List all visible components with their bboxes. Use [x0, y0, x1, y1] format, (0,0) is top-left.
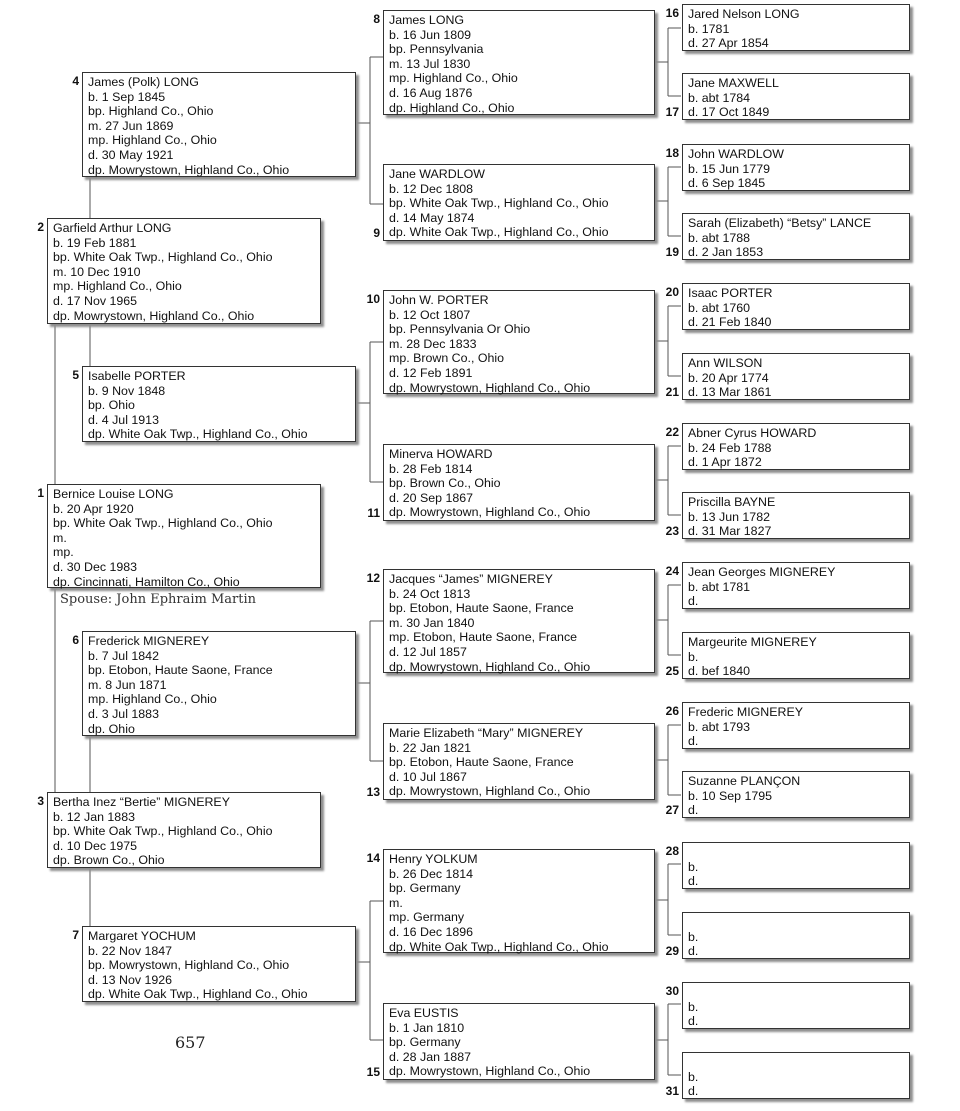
ahnentafel-number-15: 15	[366, 1065, 380, 1079]
person-box-11	[383, 444, 655, 521]
person-detail: b. abt 1760	[688, 300, 751, 315]
person-detail: d. 14 May 1874	[389, 210, 475, 225]
person-name: Eva EUSTIS	[389, 1006, 459, 1020]
person-detail: dp. Brown Co., Ohio	[53, 853, 165, 868]
ahnentafel-number-20: 20	[665, 285, 679, 299]
spouse-label: Spouse: John Ephraim Martin	[60, 592, 257, 607]
person-detail: bp. Mowrystown, Highland Co., Ohio	[88, 958, 290, 973]
person-box-31	[682, 1052, 910, 1099]
person-detail: bp. White Oak Twp., Highland Co., Ohio	[53, 516, 273, 531]
person-detail: b. 16 Jun 1809	[389, 27, 471, 42]
person-detail: bp. Etobon, Haute Saone, France	[389, 755, 574, 770]
person-detail: d. 12 Jul 1857	[389, 644, 467, 659]
person-detail: d. 1 Apr 1872	[688, 455, 762, 470]
person-detail: d.	[688, 944, 699, 959]
person-name: Minerva HOWARD	[389, 447, 493, 461]
person-detail: b.	[688, 859, 699, 874]
person-name: Henry YOLKUM	[389, 852, 478, 866]
person-detail: b. 20 Apr 1920	[53, 501, 134, 516]
person-detail: bp. Germany	[389, 1035, 461, 1050]
person-detail: dp. Mowrystown, Highland Co., Ohio	[389, 1064, 591, 1079]
person-box-16	[682, 4, 910, 51]
person-detail: b. 1 Sep 1845	[88, 89, 166, 104]
person-box-26	[682, 702, 910, 749]
person-box-8	[383, 10, 655, 115]
person-box-18	[682, 144, 910, 191]
person-detail: d. 17 Nov 1965	[53, 293, 138, 308]
person-name	[688, 985, 904, 1000]
person-detail: d. 27 Apr 1854	[688, 36, 769, 51]
person-detail: b. 24 Oct 1813	[389, 586, 471, 601]
person-detail: d. 20 Sep 1867	[389, 490, 474, 505]
ahnentafel-number-27: 27	[665, 803, 679, 817]
person-detail: d. 31 Mar 1827	[688, 524, 772, 539]
person-detail: b.	[688, 999, 699, 1014]
ahnentafel-number-5: 5	[72, 368, 79, 382]
person-detail: b. 12 Dec 1808	[389, 181, 474, 196]
person-detail: b. 13 Jun 1782	[688, 509, 770, 524]
person-detail: b.	[688, 649, 699, 664]
person-detail: b. 28 Feb 1814	[389, 461, 473, 476]
person-detail: b. abt 1781	[688, 579, 751, 594]
person-name: James LONG	[389, 13, 465, 27]
person-box-22	[682, 423, 910, 470]
person-detail: d. 30 Dec 1983	[53, 559, 138, 574]
person-detail: m. 27 Jun 1869	[88, 118, 174, 133]
person-detail: bp. Etobon, Haute Saone, France	[389, 601, 574, 616]
person-detail: b. abt 1788	[688, 230, 751, 245]
person-detail: d. 21 Feb 1840	[688, 315, 772, 330]
person-detail: d. 3 Jul 1883	[88, 706, 159, 721]
ahnentafel-number-23: 23	[665, 524, 679, 538]
person-detail: bp. Etobon, Haute Saone, France	[88, 663, 273, 678]
person-detail: b.	[688, 1069, 699, 1084]
person-detail: d. 2 Jan 1853	[688, 245, 764, 260]
person-detail: dp. Mowrystown, Highland Co., Ohio	[389, 659, 591, 674]
person-name: John W. PORTER	[389, 293, 489, 307]
person-box-29	[682, 912, 910, 959]
person-detail: dp. Mowrystown, Highland Co., Ohio	[389, 784, 591, 799]
person-detail: b. 20 Apr 1774	[688, 370, 769, 385]
ahnentafel-number-19: 19	[665, 245, 679, 259]
person-detail: d. 28 Jan 1887	[389, 1049, 471, 1064]
person-box-19	[682, 213, 910, 260]
ahnentafel-number-10: 10	[366, 292, 380, 306]
person-detail: bp. White Oak Twp., Highland Co., Ohio	[389, 196, 609, 211]
person-detail: dp. Cincinnati, Hamilton Co., Ohio	[53, 574, 240, 589]
ahnentafel-number-8: 8	[373, 12, 380, 26]
ahnentafel-number-18: 18	[665, 146, 679, 160]
ahnentafel-number-13: 13	[366, 785, 380, 799]
person-detail: b. 24 Feb 1788	[688, 440, 772, 455]
person-box-3	[47, 792, 321, 868]
person-detail: b. 22 Jan 1821	[389, 740, 471, 755]
person-detail: mp. Highland Co., Ohio	[389, 71, 518, 86]
person-name: Suzanne PLANÇON	[688, 774, 801, 788]
person-name: Bertha Inez “Bertie” MIGNEREY	[53, 795, 230, 809]
person-detail: d. bef 1840	[688, 664, 751, 679]
ahnentafel-number-29: 29	[665, 944, 679, 958]
person-detail: b. 1781	[688, 21, 730, 36]
person-detail: b. 7 Jul 1842	[88, 648, 159, 663]
ahnentafel-number-21: 21	[665, 385, 679, 399]
person-detail: b. 12 Oct 1807	[389, 307, 471, 322]
person-detail: d.	[688, 803, 699, 818]
person-detail: d. 30 May 1921	[88, 147, 174, 162]
person-box-5	[82, 366, 356, 442]
ahnentafel-number-4: 4	[72, 74, 79, 88]
person-name: Frederic MIGNEREY	[688, 705, 803, 719]
ahnentafel-number-30: 30	[665, 984, 679, 998]
person-detail: bp. Ohio	[88, 398, 135, 413]
person-name: Sarah (Elizabeth) “Betsy” LANCE	[688, 216, 872, 230]
person-box-21	[682, 353, 910, 400]
person-detail: dp. Mowrystown, Highland Co., Ohio	[88, 162, 290, 177]
person-detail: b. 1 Jan 1810	[389, 1020, 465, 1035]
person-detail: bp. White Oak Twp., Highland Co., Ohio	[53, 250, 273, 265]
person-detail: bp. Germany	[389, 881, 461, 896]
person-detail: dp. White Oak Twp., Highland Co., Ohio	[389, 939, 609, 954]
ahnentafel-number-28: 28	[665, 844, 679, 858]
person-detail: bp. Pennsylvania	[389, 42, 484, 57]
person-detail: d. 13 Mar 1861	[688, 385, 772, 400]
person-name: Frederick MIGNEREY	[88, 634, 210, 648]
person-detail: d.	[688, 874, 699, 889]
person-name: Bernice Louise LONG	[53, 487, 174, 501]
person-detail: d.	[688, 594, 699, 609]
person-detail: bp. White Oak Twp., Highland Co., Ohio	[53, 824, 273, 839]
ahnentafel-number-6: 6	[72, 633, 79, 647]
ahnentafel-number-16: 16	[665, 6, 679, 20]
person-detail: b. 19 Feb 1881	[53, 235, 137, 250]
ahnentafel-number-31: 31	[665, 1084, 679, 1098]
person-name: Ann WILSON	[688, 356, 763, 370]
person-detail: b.	[688, 929, 699, 944]
ahnentafel-number-26: 26	[665, 704, 679, 718]
person-detail: d. 13 Nov 1926	[88, 972, 173, 987]
ahnentafel-number-11: 11	[367, 506, 380, 520]
person-detail: d.	[688, 1084, 699, 1099]
person-name	[688, 915, 904, 930]
person-name: Jane WARDLOW	[389, 167, 485, 181]
person-detail: d. 17 Oct 1849	[688, 105, 770, 120]
person-detail: mp. Germany	[389, 910, 465, 925]
person-name	[688, 1055, 904, 1070]
ahnentafel-number-2: 2	[37, 220, 44, 234]
ahnentafel-number-24: 24	[665, 564, 679, 578]
person-detail: b. 22 Nov 1847	[88, 943, 173, 958]
person-detail: d. 16 Aug 1876	[389, 85, 473, 100]
person-detail: d. 16 Dec 1896	[389, 924, 474, 939]
person-detail: mp.	[53, 545, 74, 560]
person-name: Isaac PORTER	[688, 286, 773, 300]
person-name: John WARDLOW	[688, 147, 784, 161]
person-box-23	[682, 492, 910, 539]
person-detail: m.	[389, 895, 403, 910]
person-detail: m. 8 Jun 1871	[88, 677, 167, 692]
person-detail: d.	[688, 1014, 699, 1029]
ahnentafel-number-25: 25	[665, 664, 679, 678]
page-number: 657	[175, 1033, 206, 1052]
person-box-6	[82, 631, 356, 736]
person-box-13	[383, 723, 655, 800]
ahnentafel-number-3: 3	[37, 794, 44, 808]
person-detail: bp. Highland Co., Ohio	[88, 104, 214, 119]
person-detail: m. 10 Dec 1910	[53, 264, 141, 279]
person-box-10	[383, 290, 655, 394]
person-box-12	[383, 569, 655, 673]
person-detail: d. 10 Dec 1975	[53, 838, 138, 853]
person-box-4	[82, 72, 356, 177]
person-detail: bp. Brown Co., Ohio	[389, 476, 501, 491]
ahnentafel-number-1: 1	[37, 486, 44, 500]
person-detail: b. 9 Nov 1848	[88, 383, 166, 398]
person-detail: dp. Mowrystown, Highland Co., Ohio	[389, 380, 591, 395]
person-detail: b. 26 Dec 1814	[389, 866, 474, 881]
person-detail: b. abt 1793	[688, 719, 751, 734]
person-detail: b. 15 Jun 1779	[688, 161, 770, 176]
person-box-2	[47, 218, 321, 324]
person-name: Garfield Arthur LONG	[53, 221, 172, 235]
person-detail: dp. White Oak Twp., Highland Co., Ohio	[88, 427, 308, 442]
person-detail: b. 10 Sep 1795	[688, 788, 773, 803]
person-box-24	[682, 562, 910, 609]
person-detail: m.	[53, 530, 67, 545]
person-detail: b. abt 1784	[688, 90, 751, 105]
person-detail: dp. Ohio	[88, 721, 135, 736]
person-box-14	[383, 849, 655, 953]
person-detail: m. 30 Jan 1840	[389, 615, 475, 630]
person-detail: dp. Mowrystown, Highland Co., Ohio	[53, 308, 255, 323]
person-name: Priscilla BAYNE	[688, 495, 776, 509]
person-detail: mp. Highland Co., Ohio	[53, 279, 182, 294]
person-box-20	[682, 283, 910, 330]
person-detail: dp. Highland Co., Ohio	[389, 100, 515, 115]
person-detail: mp. Etobon, Haute Saone, France	[389, 630, 578, 645]
person-box-25	[682, 632, 910, 679]
person-detail: d. 10 Jul 1867	[389, 769, 467, 784]
person-detail: dp. White Oak Twp., Highland Co., Ohio	[88, 987, 308, 1002]
ahnentafel-number-7: 7	[72, 928, 79, 942]
person-name: Jared Nelson LONG	[688, 7, 800, 21]
person-detail: dp. Mowrystown, Highland Co., Ohio	[389, 505, 591, 520]
person-box-9	[383, 164, 655, 241]
person-detail: b. 12 Jan 1883	[53, 809, 135, 824]
person-box-7	[82, 926, 356, 1002]
person-box-1	[47, 484, 321, 588]
ahnentafel-number-12: 12	[366, 571, 380, 585]
person-name: Jean Georges MIGNEREY	[688, 565, 836, 579]
person-name: Marie Elizabeth “Mary” MIGNEREY	[389, 726, 584, 740]
ahnentafel-number-17: 17	[665, 105, 679, 119]
person-name: Jacques “James” MIGNEREY	[389, 572, 553, 586]
person-name: Jane MAXWELL	[688, 76, 779, 90]
person-detail: d. 6 Sep 1845	[688, 176, 766, 191]
person-detail: d. 4 Jul 1913	[88, 412, 159, 427]
ahnentafel-number-14: 14	[366, 851, 380, 865]
person-box-27	[682, 771, 910, 818]
person-box-15	[383, 1003, 655, 1080]
person-detail: dp. White Oak Twp., Highland Co., Ohio	[389, 225, 609, 240]
person-detail: mp. Highland Co., Ohio	[88, 133, 217, 148]
person-name: Abner Cyrus HOWARD	[688, 426, 817, 440]
person-detail: m. 13 Jul 1830	[389, 56, 471, 71]
person-name	[688, 845, 904, 860]
person-box-30	[682, 982, 910, 1029]
person-box-28	[682, 842, 910, 889]
person-name: Margaret YOCHUM	[88, 929, 196, 943]
person-box-17	[682, 73, 910, 120]
person-name: James (Polk) LONG	[88, 75, 199, 89]
ahnentafel-number-22: 22	[665, 425, 679, 439]
person-name: Margeurite MIGNEREY	[688, 635, 817, 649]
person-detail: mp. Brown Co., Ohio	[389, 351, 505, 366]
person-detail: d.	[688, 734, 699, 749]
person-name: Isabelle PORTER	[88, 369, 186, 383]
person-detail: d. 12 Feb 1891	[389, 365, 473, 380]
person-detail: m. 28 Dec 1833	[389, 336, 477, 351]
ahnentafel-number-9: 9	[373, 226, 380, 240]
person-detail: bp. Pennsylvania Or Ohio	[389, 322, 531, 337]
person-detail: mp. Highland Co., Ohio	[88, 692, 217, 707]
